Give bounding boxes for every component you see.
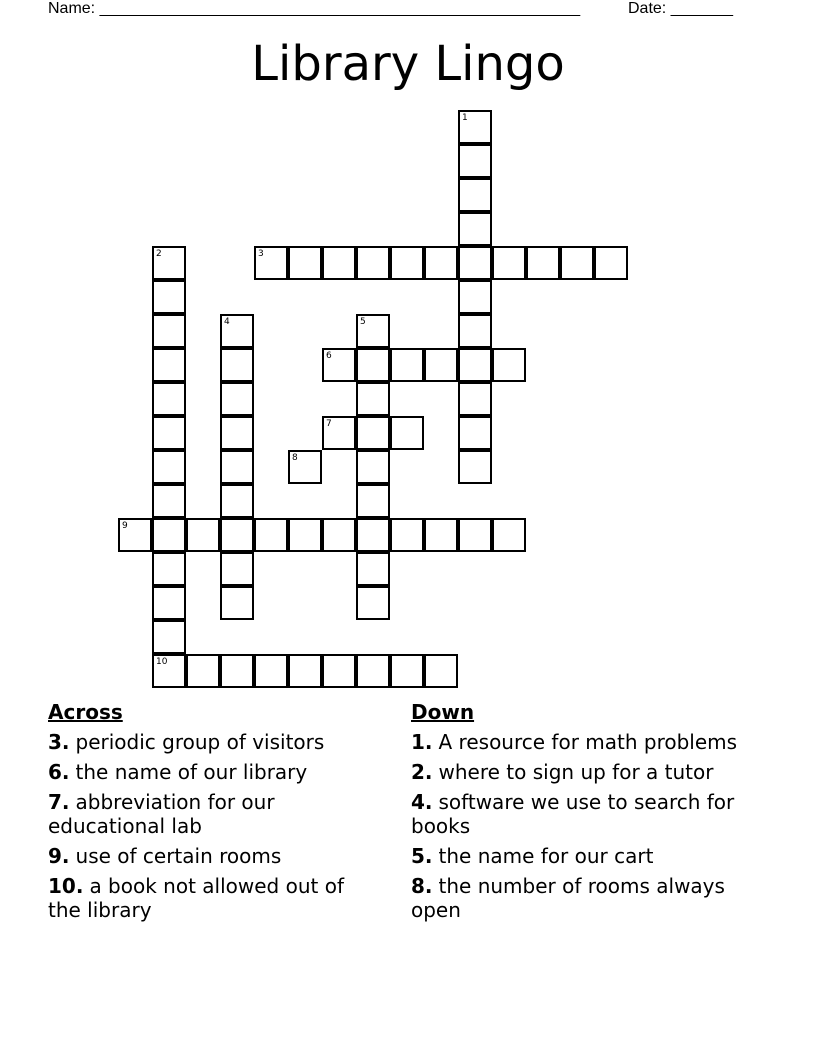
cell-number: 2 — [156, 249, 162, 259]
crossword-cell[interactable] — [322, 518, 356, 552]
crossword-cell[interactable] — [220, 450, 254, 484]
clue-number: 5. — [411, 844, 433, 868]
clue-text: the name for our cart — [438, 844, 654, 868]
crossword-cell[interactable] — [254, 518, 288, 552]
clue-text: the name of our library — [75, 760, 308, 784]
crossword-cell[interactable] — [118, 518, 152, 552]
crossword-cell[interactable] — [458, 178, 492, 212]
crossword-cell[interactable] — [356, 348, 390, 382]
cell-number: 1 — [462, 113, 468, 123]
cell-number: 4 — [224, 317, 230, 327]
crossword-cell[interactable] — [458, 416, 492, 450]
crossword-cell[interactable] — [356, 450, 390, 484]
cell-number: 6 — [326, 351, 332, 361]
crossword-cell[interactable] — [322, 416, 356, 450]
clue-number: 8. — [411, 874, 433, 898]
crossword-cell[interactable] — [152, 246, 186, 280]
crossword-cell[interactable] — [390, 246, 424, 280]
crossword-cell[interactable] — [220, 382, 254, 416]
clue-text: A resource for math problems — [438, 730, 738, 754]
clue-number: 9. — [48, 844, 70, 868]
crossword-cell[interactable] — [152, 518, 186, 552]
clue-across-3 — [48, 730, 383, 754]
clue-across-7 — [48, 790, 383, 838]
clue-number: 4. — [411, 790, 433, 814]
clue-across-10 — [48, 874, 383, 922]
cell-number: 8 — [292, 453, 298, 463]
crossword-cell[interactable] — [322, 348, 356, 382]
clue-down-8 — [411, 874, 761, 922]
crossword-cell[interactable] — [356, 382, 390, 416]
crossword-cell[interactable] — [560, 246, 594, 280]
crossword-cell[interactable] — [288, 654, 322, 688]
clue-text: a book not allowed out of the library — [48, 874, 344, 922]
crossword-cell[interactable] — [458, 450, 492, 484]
crossword-cell[interactable] — [424, 518, 458, 552]
crossword-cell[interactable] — [220, 416, 254, 450]
clue-text: abbreviation for our educational lab — [48, 790, 275, 838]
crossword-cell[interactable] — [458, 280, 492, 314]
crossword-cell[interactable] — [458, 144, 492, 178]
crossword-cell[interactable] — [458, 518, 492, 552]
crossword-cell[interactable] — [220, 552, 254, 586]
name-field-label[interactable]: Name: ______________________________________________________ — [48, 0, 581, 17]
crossword-cell[interactable] — [390, 518, 424, 552]
cell-number: 9 — [122, 521, 128, 531]
crossword-cell[interactable] — [186, 654, 220, 688]
crossword-cell[interactable] — [152, 552, 186, 586]
crossword-cell[interactable] — [492, 246, 526, 280]
crossword-cell[interactable] — [458, 246, 492, 280]
crossword-cell[interactable] — [390, 348, 424, 382]
crossword-cell[interactable] — [390, 654, 424, 688]
crossword-cell[interactable] — [152, 314, 186, 348]
across-heading: Across — [48, 700, 123, 724]
crossword-cell[interactable] — [220, 348, 254, 382]
crossword-cell[interactable] — [152, 450, 186, 484]
clue-text: use of certain rooms — [75, 844, 282, 868]
cell-number: 10 — [156, 657, 168, 667]
crossword-cell[interactable] — [322, 654, 356, 688]
clue-number: 10. — [48, 874, 84, 898]
crossword-cell[interactable] — [526, 246, 560, 280]
crossword-cell[interactable] — [356, 586, 390, 620]
clue-down-5 — [411, 844, 761, 868]
date-field-label[interactable]: Date: _______ — [628, 0, 733, 17]
clue-number: 3. — [48, 730, 70, 754]
crossword-cell[interactable] — [288, 246, 322, 280]
crossword-cell[interactable] — [356, 518, 390, 552]
crossword-cell[interactable] — [424, 654, 458, 688]
crossword-cell[interactable] — [288, 518, 322, 552]
crossword-cell[interactable] — [424, 348, 458, 382]
crossword-cell[interactable] — [424, 246, 458, 280]
down-clues — [411, 700, 761, 928]
crossword-cell[interactable] — [152, 382, 186, 416]
crossword-cell[interactable] — [492, 518, 526, 552]
across-clues — [48, 700, 383, 928]
cell-number: 5 — [360, 317, 366, 327]
clue-number: 6. — [48, 760, 70, 784]
crossword-cell[interactable] — [356, 484, 390, 518]
crossword-cell[interactable] — [220, 586, 254, 620]
clue-across-6 — [48, 760, 383, 784]
crossword-cell[interactable] — [390, 416, 424, 450]
clue-down-1 — [411, 730, 761, 754]
clue-across-9 — [48, 844, 383, 868]
crossword-cell[interactable] — [152, 280, 186, 314]
crossword-cell[interactable] — [152, 348, 186, 382]
crossword-cell[interactable] — [152, 416, 186, 450]
clue-text: the number of rooms always open — [411, 874, 725, 922]
clue-down-2 — [411, 760, 761, 784]
clue-number: 2. — [411, 760, 433, 784]
crossword-cell[interactable] — [220, 314, 254, 348]
clue-text: where to sign up for a tutor — [438, 760, 714, 784]
clue-text: software we use to search for books — [411, 790, 735, 838]
crossword-cell[interactable] — [458, 212, 492, 246]
crossword-cell[interactable] — [458, 314, 492, 348]
crossword-cell[interactable] — [356, 246, 390, 280]
crossword-cell[interactable] — [356, 552, 390, 586]
crossword-cell[interactable] — [458, 382, 492, 416]
crossword-cell[interactable] — [220, 654, 254, 688]
crossword-cell[interactable] — [492, 348, 526, 382]
page-title: Library Lingo — [251, 36, 565, 92]
crossword-cell[interactable] — [152, 484, 186, 518]
crossword-cell[interactable] — [458, 348, 492, 382]
crossword-cell[interactable] — [458, 110, 492, 144]
clue-text: periodic group of visitors — [75, 730, 325, 754]
crossword-cell[interactable] — [356, 416, 390, 450]
clue-down-4 — [411, 790, 761, 838]
crossword-cell[interactable] — [288, 450, 322, 484]
crossword-cell[interactable] — [220, 484, 254, 518]
crossword-cell[interactable] — [356, 654, 390, 688]
crossword-cell[interactable] — [220, 518, 254, 552]
crossword-cell[interactable] — [594, 246, 628, 280]
clue-number: 7. — [48, 790, 70, 814]
crossword-cell[interactable] — [152, 620, 186, 654]
down-heading: Down — [411, 700, 475, 724]
cell-number: 3 — [258, 249, 264, 259]
crossword-cell[interactable] — [254, 654, 288, 688]
crossword-cell[interactable] — [322, 246, 356, 280]
crossword-cell[interactable] — [356, 314, 390, 348]
crossword-cell[interactable] — [186, 518, 220, 552]
clue-number: 1. — [411, 730, 433, 754]
crossword-cell[interactable] — [152, 586, 186, 620]
crossword-cell[interactable] — [254, 246, 288, 280]
cell-number: 7 — [326, 419, 332, 429]
crossword-cell[interactable] — [152, 654, 186, 688]
